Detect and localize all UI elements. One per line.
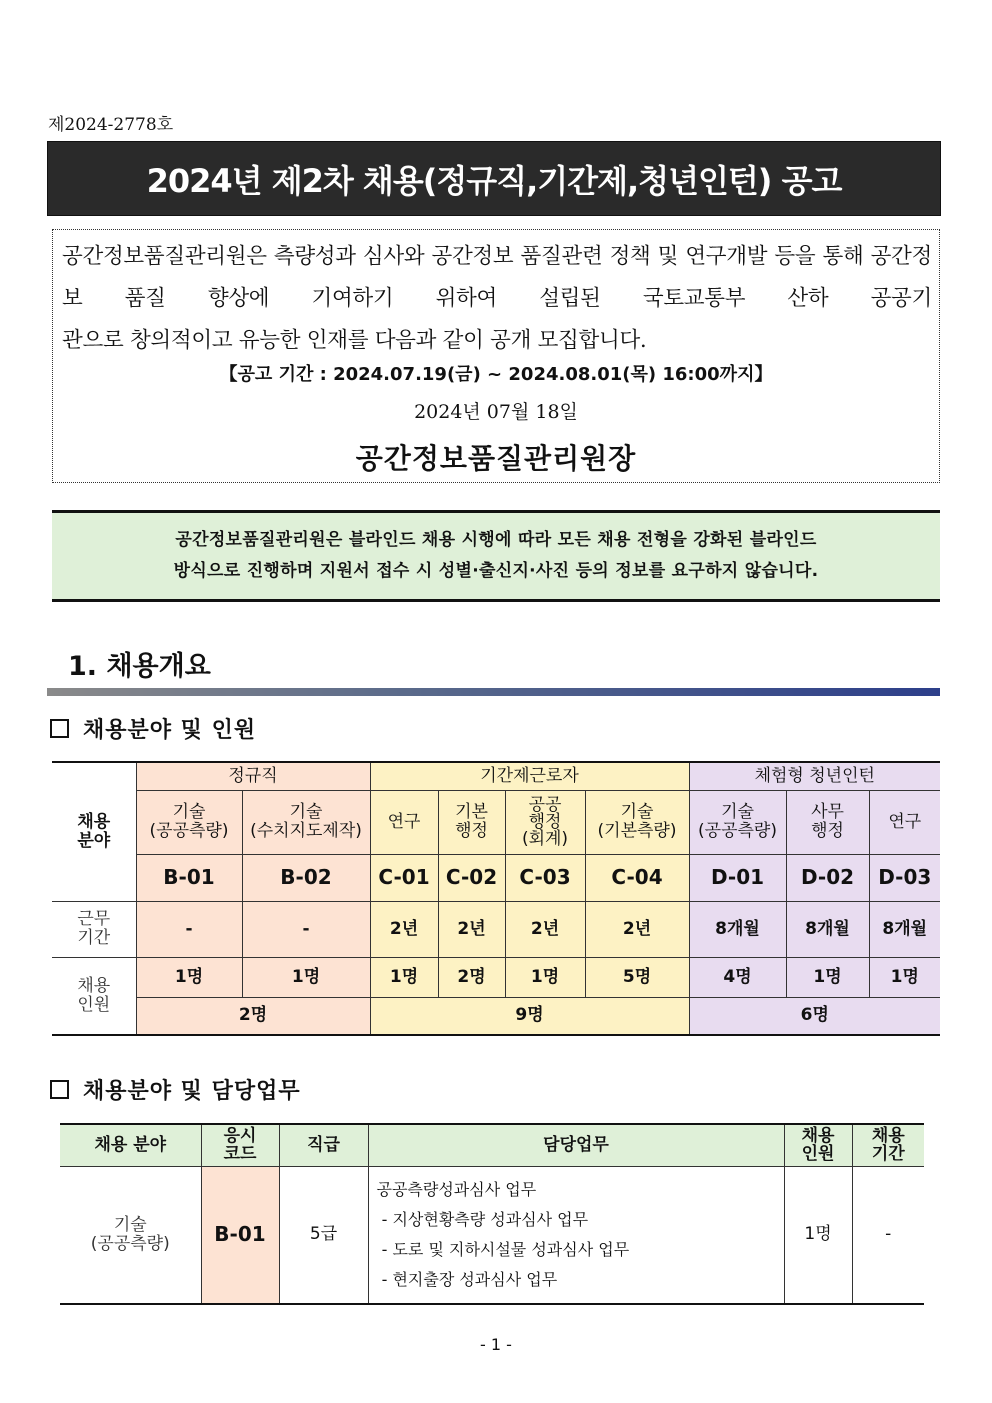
- table-row: [60, 1166, 924, 1304]
- field-cell: 기본 행정: [438, 790, 505, 854]
- duty-item: - 지상현황측량 성과심사 업무: [376, 1209, 589, 1229]
- field-cell: 기술 (공공측량): [689, 790, 786, 854]
- count-cell: 5명: [585, 957, 689, 997]
- field-cell: 기술 (기본측량): [585, 790, 689, 854]
- blind-notice-line-2: 방식으로 진행하며 지원서 접수 시 성별·출신지·사진 등의 정보를 요구하지 않습니다.: [173, 561, 819, 581]
- subsection-heading-positions: 채용분야 및 인원: [50, 713, 256, 744]
- row-label-period: 근무 기간: [52, 901, 136, 957]
- group-total-regular: 2명: [136, 997, 370, 1035]
- code-cell: C-02: [438, 854, 505, 901]
- checkbox-bullet-icon: [50, 719, 69, 738]
- period-cell: 2년: [438, 901, 505, 957]
- period-cell: 8개월: [689, 901, 786, 957]
- checkbox-bullet-icon: [50, 1080, 69, 1099]
- notice-date: 2024년 07월 18일: [414, 401, 578, 423]
- header-code: 응시 코드: [201, 1124, 279, 1166]
- duties-cell: [368, 1166, 784, 1304]
- header-field: 채용 분야: [60, 1124, 201, 1166]
- count-cell: 1명: [505, 957, 585, 997]
- code-cell: B-01: [136, 854, 242, 901]
- grade-cell: 5급: [279, 1166, 368, 1304]
- field-cell: 공공 행정 (회계): [505, 790, 585, 854]
- code-cell: B-02: [242, 854, 370, 901]
- section-divider: [47, 688, 940, 696]
- blind-hiring-notice: [52, 510, 940, 602]
- code-cell: D-01: [689, 854, 786, 901]
- row-label-field: 채용 분야: [52, 762, 136, 901]
- section-heading: 1. 채용개요: [68, 651, 211, 682]
- code-cell: D-02: [786, 854, 869, 901]
- duties-table: [60, 1123, 924, 1305]
- group-header-regular: 정규직: [136, 762, 370, 790]
- code-cell: D-03: [869, 854, 940, 901]
- intro-paragraph-last-line: 관으로 창의적이고 유능한 인재를 다음과 같이 공개 모집합니다.: [62, 328, 647, 353]
- row-label-count: 채용 인원: [52, 957, 136, 1035]
- code-cell: C-03: [505, 854, 585, 901]
- field-cell: 연구: [370, 790, 438, 854]
- page-number: - 1 -: [480, 1335, 512, 1354]
- duty-item: 공공측량성과심사 업무: [376, 1179, 537, 1199]
- header-grade: 직급: [279, 1124, 368, 1166]
- group-total-intern: 6명: [689, 997, 940, 1035]
- group-header-intern: 체험형 청년인턴: [689, 762, 940, 790]
- period-cell: 2년: [505, 901, 585, 957]
- page-title: 2024년 제2차 채용(정규직,기간제,청년인턴) 공고: [47, 141, 941, 216]
- field-cell: 기술 (수치지도제작): [242, 790, 370, 854]
- period-cell: 2년: [370, 901, 438, 957]
- document-number: 제2024-2778호: [48, 115, 174, 135]
- subsection-heading-duties: 채용분야 및 담당업무: [50, 1074, 301, 1105]
- period-cell: 2년: [585, 901, 689, 957]
- period-cell: 8개월: [786, 901, 869, 957]
- code-cell: C-01: [370, 854, 438, 901]
- count-cell: 1명: [136, 957, 242, 997]
- group-header-contract: 기간제근로자: [370, 762, 689, 790]
- count-cell: 1명: [786, 957, 869, 997]
- header-period: 채용 기간: [852, 1124, 924, 1166]
- header-duties: 담당업무: [368, 1124, 784, 1166]
- period-cell: -: [136, 901, 242, 957]
- period-cell: 8개월: [869, 901, 940, 957]
- duty-item: - 현지출장 성과심사 업무: [376, 1269, 558, 1289]
- count-cell: 1명: [370, 957, 438, 997]
- field-cell: 연구: [869, 790, 940, 854]
- positions-table: [52, 761, 940, 1036]
- group-total-contract: 9명: [370, 997, 689, 1035]
- count-cell: 1명: [869, 957, 940, 997]
- field-cell: 기술 (공공측량): [136, 790, 242, 854]
- count-cell: 2명: [438, 957, 505, 997]
- field-cell: 기술 (공공측량): [60, 1166, 201, 1304]
- notice-period: 【공고 기간 : 2024.07.19(금) ~ 2024.08.01(목) 16:00까지】: [219, 364, 773, 385]
- period-cell: -: [852, 1166, 924, 1304]
- blind-notice-line-1: 공간정보품질관리원은 블라인드 채용 시행에 따라 모든 채용 전형을 강화된 블라인드: [175, 530, 817, 550]
- count-cell: 1명: [242, 957, 370, 997]
- count-cell: 4명: [689, 957, 786, 997]
- intro-paragraph: 공간정보품질관리원은 측량성과 심사와 공간정보 품질관련 정책 및 연구개발 등을 통해 공간정보 품질 향상에 기여하기 위하여 설립된 국토교통부 산하 공공기: [62, 244, 932, 311]
- code-cell: C-04: [585, 854, 689, 901]
- signer-name: 공간정보품질관리원장: [355, 442, 637, 475]
- header-count: 채용 인원: [784, 1124, 852, 1166]
- duty-item: - 도로 및 지하시설물 성과심사 업무: [376, 1239, 630, 1259]
- period-cell: -: [242, 901, 370, 957]
- code-cell: B-01: [201, 1166, 279, 1304]
- field-cell: 사무 행정: [786, 790, 869, 854]
- count-cell: 1명: [784, 1166, 852, 1304]
